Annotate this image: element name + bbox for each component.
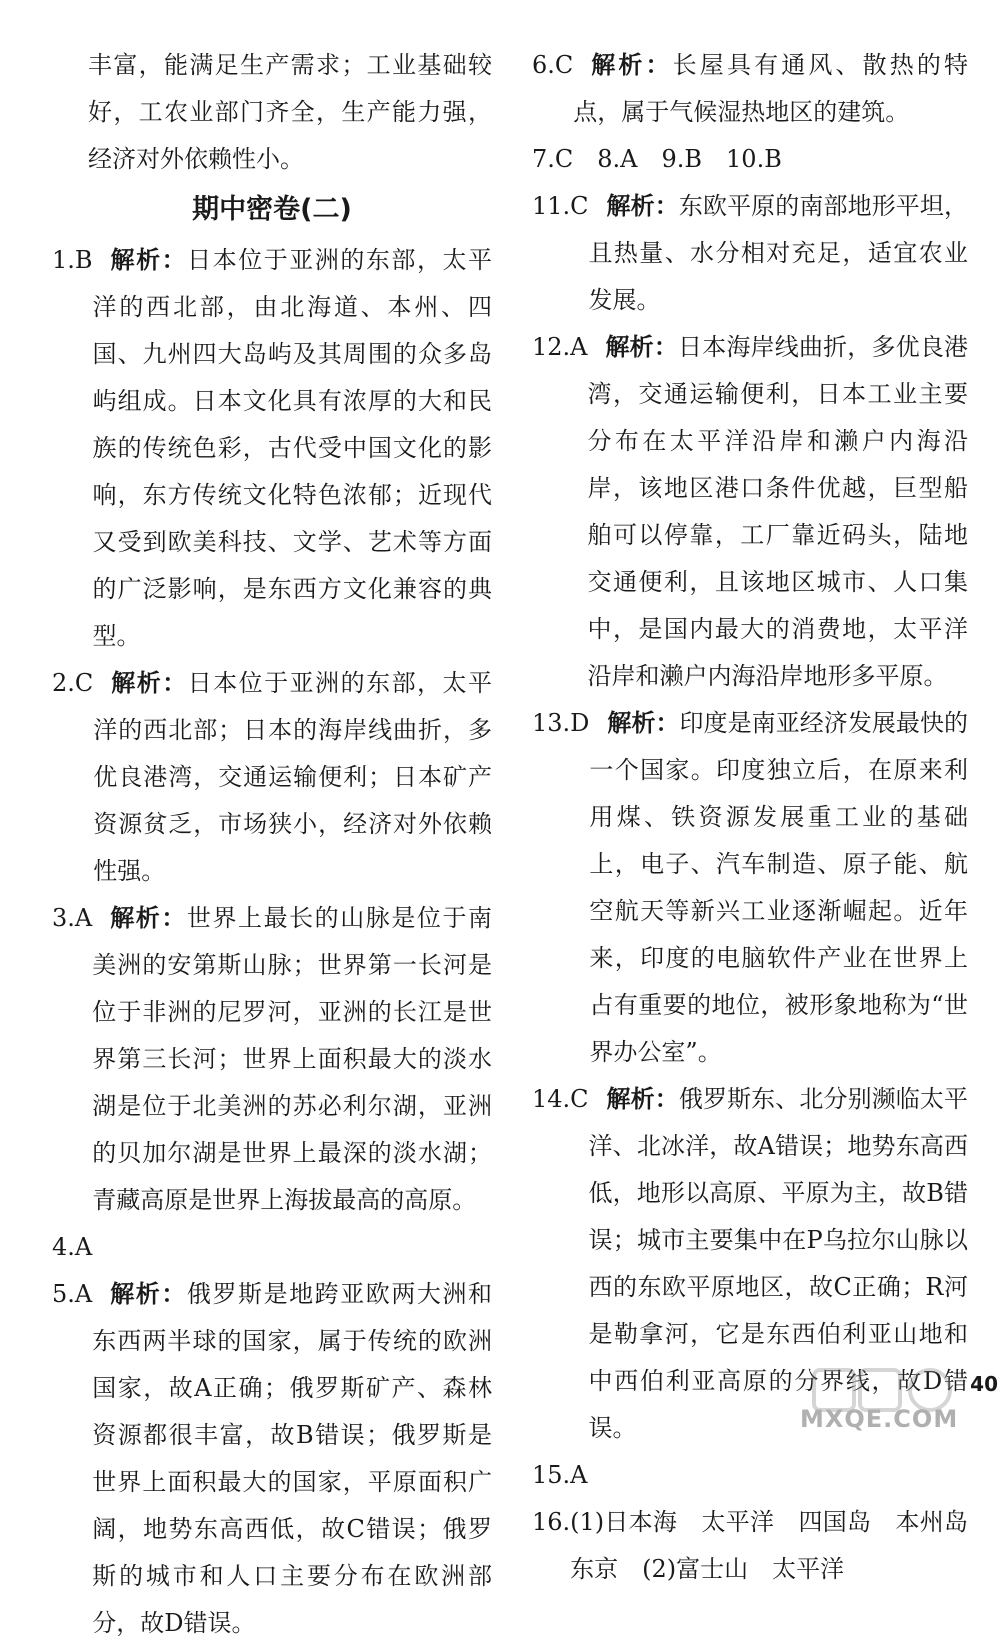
answer-item-11: [532, 183, 968, 324]
answer-number: 15.A: [532, 1461, 588, 1489]
answer-item-15: [532, 1452, 968, 1499]
answer-number: 3.A: [52, 904, 93, 932]
analysis-text: 印度是南亚经济发展最快的一个国家。印度独立后，在原来利用煤、铁资源发展重工业的基础上，电子、汽车制造、原子能、航空航天等新兴工业逐渐崛起。近年来，印度的电脑软件产业在世界上占有重要的地位，被形象地称为“世界办公室”。: [589, 709, 969, 1066]
intro-text: 丰富，能满足生产需求；工业基础较好，工农业部门齐全，生产能力强，经济对外依赖性小。: [88, 51, 492, 173]
analysis-label: 解析：: [607, 709, 680, 737]
answer-number: 5.A: [52, 1280, 93, 1308]
analysis-text: 日本位于亚洲的东部，太平洋的西北部；日本的海岸线曲折，多优良港湾，交通运输便利；日本矿产资源贫乏，市场狭小，经济对外依赖性强。: [93, 669, 493, 885]
analysis-text: 俄罗斯是地跨亚欧两大洲和东西两半球的国家，属于传统的欧洲国家，故A正确；俄罗斯矿产、森林资源都很丰富，故B错误；俄罗斯是世界上面积最大的国家，平原面积广阔，地势东高西低，故C错误；俄罗斯的城市和人口主要分布在欧洲部分，故D错误。: [92, 1280, 493, 1637]
answer-number: 14.C: [532, 1085, 589, 1113]
answer-number: 12.A: [532, 333, 588, 361]
answer-item-12: [532, 324, 968, 700]
answer-number: 11.C: [532, 192, 589, 220]
answer-item-6: [532, 42, 968, 136]
answer-number: 4.A: [52, 1233, 93, 1261]
answer-number: 16.: [532, 1508, 571, 1536]
answer-item-16: [532, 1499, 992, 1593]
analysis-label: 解析：: [606, 192, 679, 220]
section-title: 期中密卷(二): [192, 194, 352, 225]
answer-number: 1.B: [52, 246, 93, 274]
answer-number: 2.C: [52, 669, 94, 697]
analysis-label: 解析：: [110, 246, 188, 274]
analysis-label: 解析：: [110, 1280, 187, 1308]
answer-item-4: [52, 1224, 492, 1271]
analysis-text: 俄罗斯东、北分别濒临太平洋、北冰洋，故A错误；地势东高西低，地形以高原、平原为主，故B错误；城市主要集中在P乌拉尔山脉以西的东欧平原地区，故C正确；R河是勒拿河，它是东西伯利亚山地和中西伯利亚高原的分界线，故D错误。: [588, 1085, 969, 1442]
answer-number: 7.C 8.A 9.B 10.B: [532, 145, 782, 173]
answer-item-3: [52, 895, 492, 1224]
analysis-label: 解析：: [606, 1085, 679, 1113]
analysis-label: 解析：: [605, 333, 679, 361]
answer-number: 13.D: [532, 709, 590, 737]
left-column: [52, 42, 492, 1647]
analysis-text: 长屋具有通风、散热的特点，属于气候湿热地区的建筑。: [573, 51, 969, 126]
answer-item-2: [52, 660, 492, 895]
intro-paragraph: [52, 42, 492, 183]
answer-number: 6.C: [532, 51, 574, 79]
analysis-text: 世界上最长的山脉是位于南美洲的安第斯山脉；世界第一长河是位于非洲的尼罗河，亚洲的长江是世界第三长河；世界上面积最大的淡水湖是位于北美洲的苏必利尔湖，亚洲的贝加尔湖是世界上最深的淡水湖；青藏高原是世界上海拔最高的高原。: [92, 904, 493, 1214]
page-number: 40: [970, 1372, 998, 1396]
answer-item-1: [52, 237, 492, 660]
answer-item-5: [52, 1271, 492, 1647]
analysis-text: 日本位于亚洲的东部，太平洋的西北部，由北海道、本州、四国、九州四大岛屿及其周围的众多岛屿组成。日本文化具有浓厚的大和民族的传统色彩，古代受中国文化的影响，东方传统文化特色浓郁；近现代又受到欧美科技、文学、艺术等方面的广泛影响，是东西方文化兼容的典型。: [92, 246, 493, 650]
analysis-label: 解析：: [110, 904, 187, 932]
analysis-label: 解析：: [111, 669, 188, 697]
analysis-label: 解析：: [591, 51, 673, 79]
watermark-text: MXQE.COM: [800, 1405, 959, 1433]
analysis-text: 东欧平原的南部地形平坦，且热量、水分相对充足，适宜农业发展。: [588, 192, 969, 314]
answer-item-13: [532, 700, 968, 1076]
fill-in-answers: (1)日本海 太平洋 四国岛 本州岛 东京 (2)富士山 太平洋: [570, 1508, 992, 1583]
answer-items-7-10: [532, 136, 968, 183]
analysis-text: 日本海岸线曲折，多优良港湾，交通运输便利，日本工业主要分布在太平洋沿岸和濑户内海沿岸，该地区港口条件优越，巨型船舶可以停靠，工厂靠近码头，陆地交通便利，且该地区城市、人口集中，是国内最大的消费地，太平洋沿岸和濑户内海沿岸地形多平原。: [587, 333, 969, 690]
